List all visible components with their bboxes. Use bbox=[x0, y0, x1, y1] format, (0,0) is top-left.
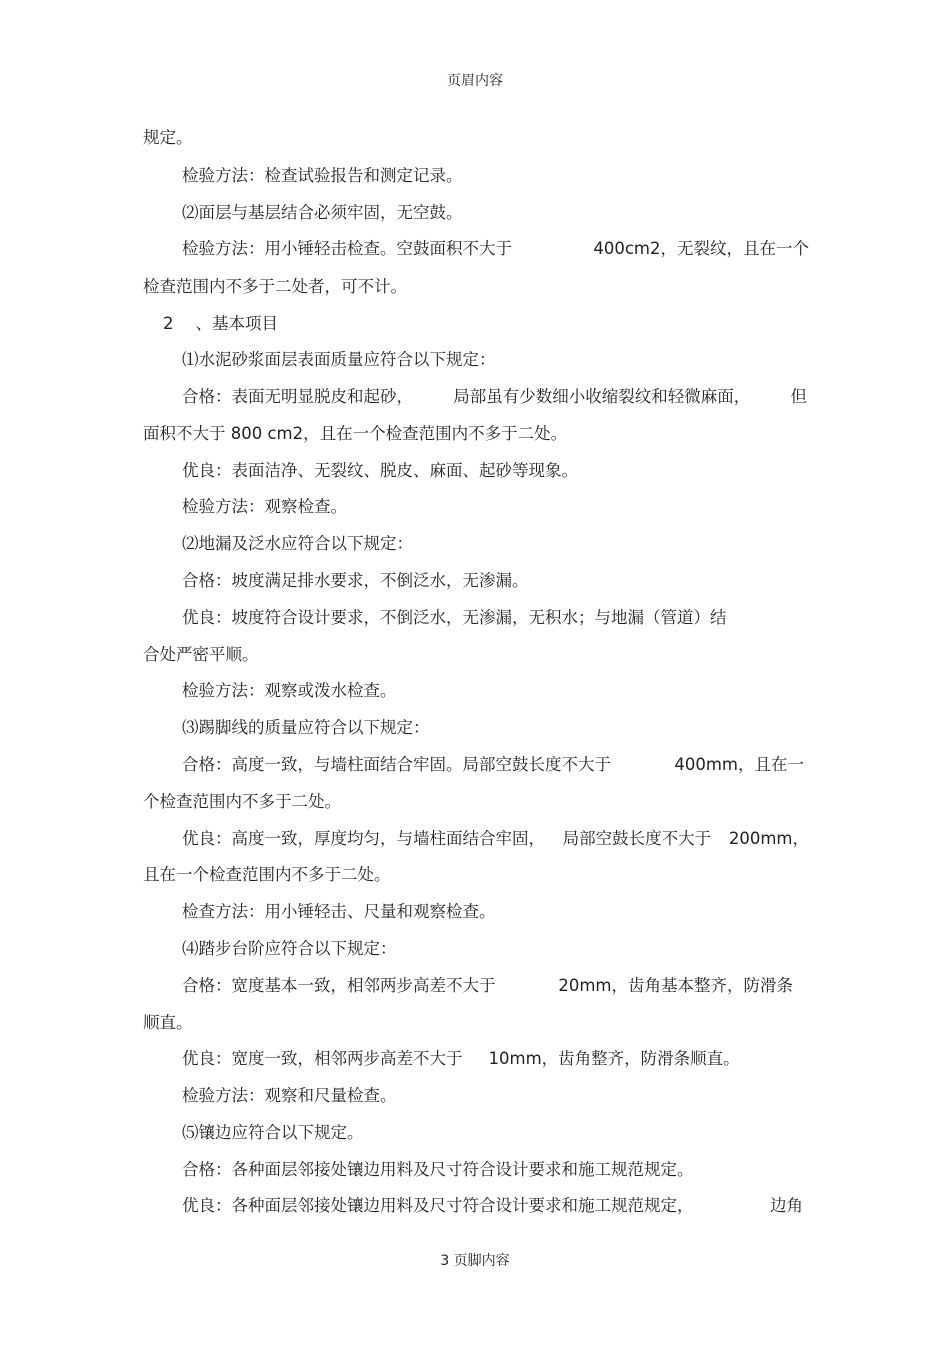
paragraph-line: 检验方法：观察检查。 bbox=[182, 497, 347, 516]
paragraph-line: 个检查范围内不多于二处。 bbox=[143, 792, 341, 811]
paragraph-line: 检验方法：检查试验报告和测定记录。 bbox=[182, 166, 463, 185]
paragraph-line: 检查范围内不多于二处者，可不计。 bbox=[143, 277, 407, 296]
section-number: 2 bbox=[163, 314, 174, 333]
paragraph-line bbox=[182, 754, 804, 776]
paragraph-line bbox=[182, 386, 807, 408]
text-segment: 优良：各种面层邻接处镶边用料及尺寸符合设计要求和施工规范规定， bbox=[182, 1196, 694, 1215]
text-segment: 400mm，且在一 bbox=[674, 755, 804, 774]
page-footer: 3 页脚内容 bbox=[440, 1253, 510, 1269]
text-segment: 合格：表面无明显脱皮和起砂， bbox=[182, 387, 413, 406]
page-header: 页眉内容 bbox=[447, 73, 503, 89]
text-segment: 20mm，齿角基本整齐，防滑条 bbox=[558, 976, 793, 995]
text-segment: 但 bbox=[790, 387, 807, 406]
paragraph-line: ⑷踏步台阶应符合以下规定： bbox=[182, 939, 397, 958]
paragraph-line bbox=[182, 828, 809, 850]
paragraph-line: 且在一个检查范围内不多于二处。 bbox=[143, 865, 391, 884]
paragraph-line: 合格：各种面层邻接处镶边用料及尺寸符合设计要求和施工规范规定。 bbox=[182, 1160, 694, 1179]
text-segment: 优良：宽度一致，相邻两步高差不大于 bbox=[182, 1049, 463, 1068]
paragraph-line bbox=[182, 1048, 740, 1070]
paragraph-line: ⑵面层与基层结合必须牢固，无空鼓。 bbox=[182, 203, 463, 222]
text-segment: 检验方法：用小锤轻击检查。空鼓面积不大于 bbox=[182, 239, 512, 258]
text-segment: 局部虽有少数细小收缩裂纹和轻微麻面， bbox=[453, 387, 751, 406]
text-segment: 优良：高度一致，厚度均匀，与墙柱面结合牢固， bbox=[182, 829, 545, 848]
text-segment: 边角 bbox=[770, 1196, 803, 1215]
paragraph-line: 优良：坡度符合设计要求，不倒泛水，无渗漏，无积水；与地漏（管道）结 bbox=[182, 608, 727, 627]
paragraph-line: 检验方法：观察和尺量检查。 bbox=[182, 1086, 397, 1105]
paragraph-line: 优良：表面洁净、无裂纹、脱皮、麻面、起砂等现象。 bbox=[182, 461, 578, 480]
paragraph-line: 合格：坡度满足排水要求，不倒泛水，无渗漏。 bbox=[182, 571, 529, 590]
text-segment: 400cm2，无裂纹，且在一个 bbox=[593, 239, 809, 258]
paragraph-line: 合处严密平顺。 bbox=[143, 645, 259, 664]
section-title: 、基本项目 bbox=[195, 314, 278, 333]
paragraph-line: 规定。 bbox=[143, 128, 193, 147]
text-segment: 200mm， bbox=[728, 829, 809, 848]
text-segment: 合格：高度一致，与墙柱面结合牢固。局部空鼓长度不大于 bbox=[182, 755, 611, 774]
paragraph-line: ⑵地漏及泛水应符合以下规定： bbox=[182, 534, 413, 553]
paragraph-line bbox=[182, 238, 809, 260]
text-segment: 10mm，齿角整齐，防滑条顺直。 bbox=[488, 1049, 740, 1068]
paragraph-line: ⑶踢脚线的质量应符合以下规定： bbox=[182, 718, 430, 737]
paragraph-line: 检查方法：用小锤轻击、尺量和观察检查。 bbox=[182, 902, 496, 921]
paragraph-line: 面积不大于 800 cm2，且在一个检查范围内不多于二处。 bbox=[143, 424, 568, 443]
text-segment: 合格：宽度基本一致，相邻两步高差不大于 bbox=[182, 976, 496, 995]
paragraph-line: ⑴水泥砂浆面层表面质量应符合以下规定： bbox=[182, 350, 496, 369]
paragraph-line: 顺直。 bbox=[143, 1013, 193, 1032]
paragraph-line: 检验方法：观察或泼水检查。 bbox=[182, 681, 397, 700]
paragraph-line: ⑸镶边应符合以下规定。 bbox=[182, 1123, 364, 1142]
paragraph-line bbox=[182, 1195, 803, 1217]
section-heading bbox=[163, 313, 278, 335]
paragraph-line bbox=[182, 975, 793, 997]
text-segment: 局部空鼓长度不大于 bbox=[562, 829, 712, 848]
